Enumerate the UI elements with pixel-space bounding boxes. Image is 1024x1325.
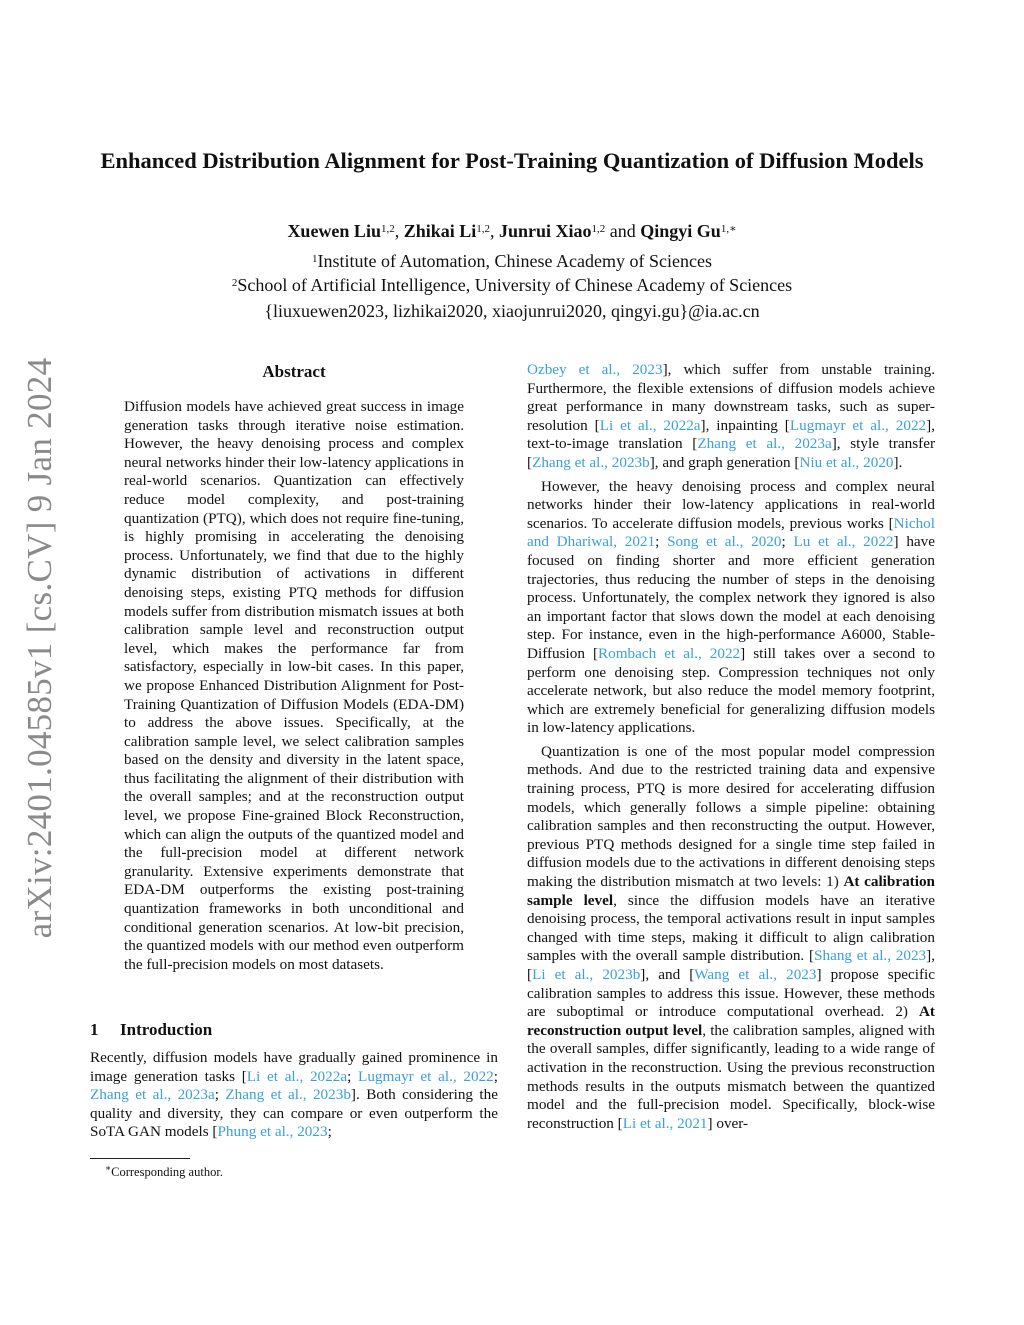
citation-link[interactable]: Shang et al., 2023 xyxy=(814,947,927,965)
section-heading-introduction: 1 Introduction xyxy=(90,1020,213,1039)
author-name: Xuewen Liu xyxy=(287,221,381,241)
citation-link[interactable]: Wang et al., 2023 xyxy=(694,966,817,983)
citation-link[interactable]: Lu et al., 2022 xyxy=(793,533,894,551)
intro-column-left xyxy=(90,1049,498,1142)
citation-link[interactable]: Zhang et al., 2023a xyxy=(697,435,832,453)
author-affiliation-mark: 1,2 xyxy=(476,223,490,235)
citation-link[interactable]: Li et al., 2022a xyxy=(599,416,701,434)
author-list: Xuewen Liu$^{1,2}$, Zhikai Li$^{1,2}$, Junrui Xiao$^{1,2}$ and Qingyi $Gu^{1,∗}$ xyxy=(287,221,737,241)
arxiv-watermark xyxy=(10,357,70,939)
author-emails: {liuxuewen2023, lizhikai2020, xiaojunrui2020, qingyi.gu}@ia.ac.cn xyxy=(264,301,760,321)
citation-link[interactable]: Zhang et al., 2023b xyxy=(532,453,650,471)
body-paragraph: However, the heavy denoising process and complex neural networks hinder their low-latency applications in real-world scenarios. To accelerate diffusion models, previous works [Nichol and Dhariwal, 2021; Song et al., 2020; Lu et al., 2022] have focused on finding shorter and more efficient generation trajectories, thus reducing the number of steps in the denoising process. Unfortunately, the complex network they ignored is also an important factor that slows down the model at each denoising step. For instance, even in the high-performance A6000, Stable-Diffusion [Rombach et al., 2022] still takes over a second to perform one denoising step. Compression techniques not only accelerate network, but also reduce the model memory footprint, which are extremely beneficial for generalizing diffusion models in low-latency applications. xyxy=(527,477,935,737)
body-paragraph: Quantization is one of the most popular model compression methods. And due to the restricted training data and expensive training process, PTQ is more desired for accelerating diffusion models, which generally follows a simple pipeline: obtaining calibration samples and then reconstructing the output. However, previous PTQ methods designed for a single time step failed in diffusion models due to the activations in different denoising steps making the distribution mismatch at two levels: 1) At calibration sample level, since the diffusion models have an iterative denoising process, the temporal activations result in input samples changed with time steps, making it difficult to align calibration samples with the overall sample distribution. [Shang et al., 2023], [Li et al., 2023b], and [Wang et al., 2023] propose specific calibration samples to address this issue. However, these methods are suboptimal or introduce computational overhead. 2) At reconstruction output level, the calibration samples, aligned with the overall samples, differ significantly, leading to a wide range of activation in the reconstruction. Using the previous reconstruction methods results in the outputs mismatch between the quantized model and the full-precision model. Specifically, block-wise reconstruction [Li et al., 2021] over- xyxy=(527,742,936,1132)
abstract-text: Diffusion models have achieved great success in image generation tasks through iterative noise estimation. However, the heavy denoising process and complex neural networks hinder their low-latency applications in real-world scenarios. Quantization can effectively reduce model complexity, and post-training quantization (PTQ), which does not require fine-tuning, is highly promising in accelerating the denoising process. Unfortunately, we find that due to the highly dynamic distribution of activations in different denoising steps, existing PTQ methods for diffusion models suffer from distribution mismatch issues at both calibration sample level and reconstruction output level, which makes the performance far from satisfactory, especially in low-bit cases. In this paper, we propose Enhanced Distribution Alignment for Post-Training Quantization of Diffusion Models (EDA-DM) to address the above issues. Specifically, at the calibration sample level, we select calibration samples based on the density and diversity in the latent space, thus facilitating the alignment of their distribution with the overall samples; and at the reconstruction output level, we propose Fine-grained Block Reconstruction, which can align the outputs of the quantized model and the full-precision model at different network granularity. Extensive experiments demonstrate that EDA-DM outperforms the existing post-training quantization frameworks in both unconditional and conditional generation scenarios. At low-bit precision, the quantized models with our method even outperform the full-precision models on most datasets. xyxy=(124,398,464,973)
abstract-body xyxy=(124,398,464,974)
affiliation-2: $^2$School of Artificial Intelligence, University of Chinese Academy of Sciences xyxy=(231,275,793,295)
intro-paragraph: Recently, diffusion models have gradually gained prominence in image generation tasks [Li et al., 2022a; Lugmayr et al., 2022; Zhang et al., 2023a; Zhang et al., 2023b]. Both considering the quality and diversity, they can compare or even outperform the SoTA GAN models [Phung et al., 2023; xyxy=(90,1049,498,1141)
author-name: Zhikai Li xyxy=(403,221,477,241)
author-affiliation-mark: 1,2 xyxy=(591,223,606,235)
citation-link[interactable]: Zhang et al., 2023b xyxy=(225,1086,351,1104)
citation-link[interactable]: Nichol and Dhariwal, 2021 xyxy=(527,514,935,551)
citation-link[interactable]: Li et al., 2023b xyxy=(532,966,641,983)
abstract-heading: Abstract xyxy=(262,362,326,381)
citation-link[interactable]: Li et al., 2021 xyxy=(622,1114,708,1132)
citation-link[interactable]: Rombach et al., 2022 xyxy=(598,644,741,662)
citation-link[interactable]: Song et al., 2020 xyxy=(667,533,782,551)
citation-link[interactable]: Zhang et al., 2023a xyxy=(90,1086,215,1104)
citation-link[interactable]: Lugmayr et al., 2022 xyxy=(789,416,927,434)
arxiv-identifier: arXiv:2401.04585v1 [cs.CV] 9 Jan 2024 xyxy=(20,357,59,939)
right-column xyxy=(527,361,935,1133)
citation-link[interactable]: Li et al., 2022a xyxy=(246,1067,348,1085)
footnote-rule xyxy=(90,1158,190,1159)
author-affiliation-mark: 1,2 xyxy=(380,223,395,235)
citation-link[interactable]: Ozbey et al., 2023 xyxy=(527,361,663,378)
footnote: ∗Corresponding author. xyxy=(105,1163,223,1180)
citation-link[interactable]: Phung et al., 2023 xyxy=(217,1123,328,1141)
citation-link[interactable]: Lugmayr et al., 2022 xyxy=(358,1067,494,1085)
author-name: Junrui Xiao xyxy=(499,221,592,241)
paper-title: Enhanced Distribution Alignment for Post-Training Quantization of Diffusion Models xyxy=(100,148,924,173)
author-affiliation-mark: 1,∗ xyxy=(720,223,737,235)
affiliation-1: $^1$Institute of Automation, Chinese Academy of Sciences xyxy=(312,251,712,271)
author-name: Qingyi Gu xyxy=(640,221,721,241)
citation-link[interactable]: Niu et al., 2020 xyxy=(799,453,894,471)
body-paragraph: Ozbey et al., 2023], which suffer from unstable training. Furthermore, the flexible extensions of diffusion models achieve great performance in many downstream tasks, such as super-resolution [Li et al., 2022a], inpainting [Lugmayr et al., 2022], text-to-image translation [Zhang et al., 2023a], style transfer [Zhang et al., 2023b], and graph generation [Niu et al., 2020]. xyxy=(527,361,935,471)
